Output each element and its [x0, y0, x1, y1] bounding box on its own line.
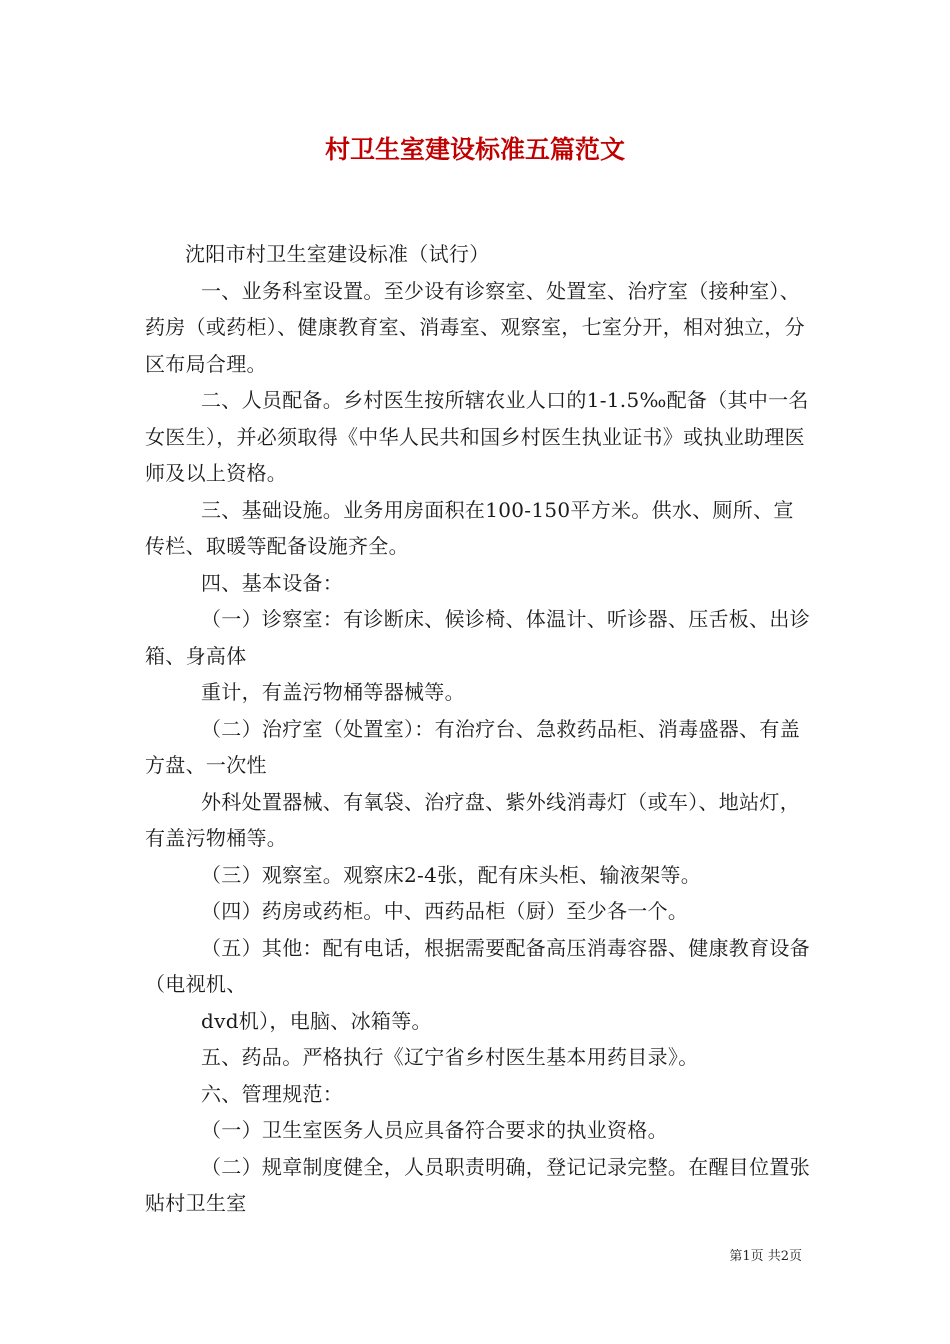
document-title: 村卫生室建设标准五篇范文 — [324, 135, 625, 164]
body-paragraph: 六、管理规范： — [201, 1081, 344, 1106]
page-footer: 第1页 共2页 — [729, 1249, 802, 1264]
body-paragraph: （二）治疗室（处置室）：有治疗台、急救药品柜、消毒盛器、有盖方盘、一次性 — [145, 716, 800, 777]
body-paragraph: 重计，有盖污物桶等器械等。 — [201, 680, 465, 704]
body-paragraph: 外科处置器械、有氧袋、治疗盘、紫外线消毒灯（或车）、地站灯，有盖污物桶等。 — [145, 789, 800, 850]
body-paragraph: （三）观察室。观察床2-4张，配有床头柜、输液架等。 — [201, 862, 702, 887]
document-body — [145, 236, 813, 1222]
body-paragraph: （四）药房或药柜。中、西药品柜（厨）至少各一个。 — [201, 899, 689, 923]
body-paragraph: （一）卫生室医务人员应具备符合要求的执业资格。 — [201, 1118, 668, 1142]
body-paragraph: 四、基本设备： — [201, 570, 344, 595]
body-paragraph: （二）规章制度健全，人员职责明确，登记记录完整。在醒目位置张贴村卫生室 — [145, 1154, 810, 1215]
body-paragraph: 五、药品。严格执行《辽宁省乡村医生基本用药目录》。 — [201, 1045, 699, 1069]
body-paragraph: （一）诊察室：有诊断床、候诊椅、体温计、听诊器、压舌板、出诊箱、身高体 — [145, 607, 810, 668]
body-paragraph: 一、业务科室设置。至少设有诊察室、处置室、治疗室（接种室）、药房（或药柜）、健康教育室、消毒室、观察室，七室分开，相对独立，分区布局合理。 — [145, 278, 805, 376]
body-paragraph: dvd机），电脑、冰箱等。 — [201, 1008, 432, 1033]
body-paragraph: 三、基础设施。业务用房面积在100-150平方米。供水、厕所、宣传栏、取暖等配备设施齐全。 — [145, 497, 794, 558]
body-paragraph: 二、人员配备。乡村医生按所辖农业人口的1-1.5‰配备（其中一名女医生），并必须取得《中华人民共和国乡村医生执业证书》或执业助理医师及以上资格。 — [145, 388, 809, 485]
body-paragraph: 沈阳市村卫生室建设标准（试行） — [185, 242, 490, 266]
body-paragraph: （五）其他：配有电话，根据需要配备高压消毒容器、健康教育设备（电视机、 — [145, 935, 810, 996]
